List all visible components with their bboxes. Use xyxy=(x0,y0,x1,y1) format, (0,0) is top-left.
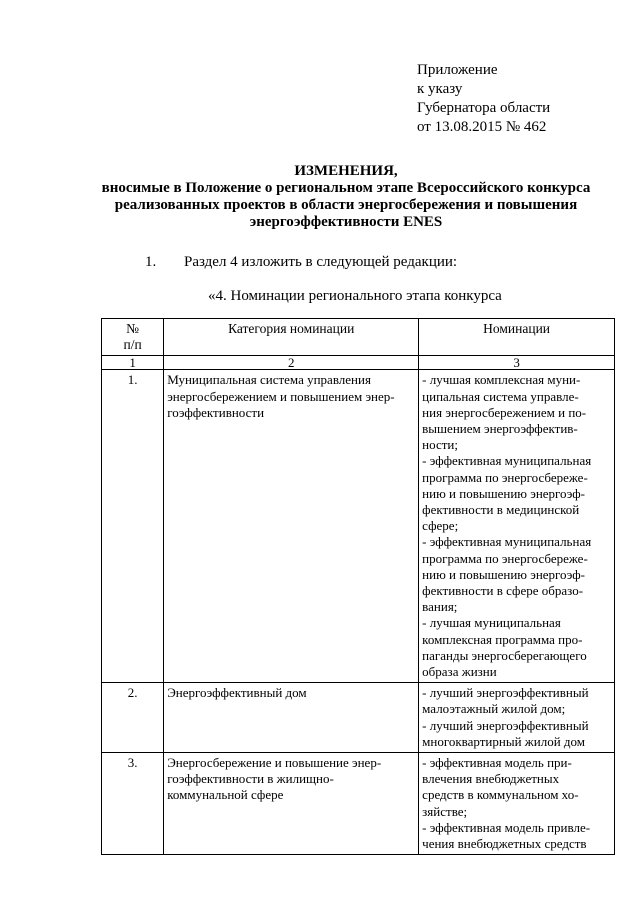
title-line: реализованных проектов в области энергосбережения и повышения xyxy=(114,197,578,213)
appendix-line: к указу xyxy=(417,81,463,97)
column-index: 2 xyxy=(164,356,419,370)
nomination-line: - лучшая комплексная муни- xyxy=(422,372,581,388)
header-category: Категория номинации xyxy=(164,319,419,356)
appendix-block xyxy=(417,61,550,137)
nomination-line: - эффективная муниципальная xyxy=(422,534,592,550)
section-heading: «4. Номинации регионального этапа конкурса xyxy=(208,288,502,304)
table-row xyxy=(102,370,615,683)
header-nominations: Номинации xyxy=(419,319,615,356)
nomination-line: паганды энергосберегающего xyxy=(422,647,587,663)
header-num-line: п/п xyxy=(123,337,142,353)
row-nominations xyxy=(419,370,615,683)
nomination-line: фективности в медицинской xyxy=(422,502,580,518)
row-category xyxy=(164,753,419,855)
nomination-line: - эффективная муниципальная xyxy=(422,453,592,469)
nomination-line: малоэтажный жилой дом; xyxy=(422,701,566,717)
appendix-line: Губернатора области xyxy=(417,100,551,116)
column-index: 1 xyxy=(102,356,164,370)
row-number: 1. xyxy=(102,370,164,683)
nomination-line: нию и повышению энергоэф- xyxy=(422,566,585,582)
item-text: Раздел 4 изложить в следующей редакции: xyxy=(184,254,458,270)
table-row xyxy=(102,753,615,855)
nominations-table xyxy=(101,318,615,855)
nomination-line: программа по энергосбереже- xyxy=(422,469,588,485)
header-num xyxy=(102,319,164,356)
document-title xyxy=(60,163,632,231)
nomination-line: - эффективная модель привле- xyxy=(422,819,591,835)
nomination-line: - лучшая муниципальная xyxy=(422,615,561,631)
title-line: вносимые в Положение о региональном этапе Всероссийского конкурса xyxy=(101,180,591,196)
row-nominations xyxy=(419,683,615,753)
nomination-line: комплексная программа про- xyxy=(422,631,583,647)
category-line: Энергосбережение и повышение энер- xyxy=(167,755,382,771)
header-num-line: № xyxy=(126,321,140,336)
row-category xyxy=(164,683,419,753)
nomination-line: сфере; xyxy=(422,518,459,534)
row-nominations xyxy=(419,753,615,855)
nomination-line: зяйстве; xyxy=(422,803,468,819)
category-line: Энергоэффективный дом xyxy=(167,685,307,701)
item-number: 1. xyxy=(145,254,157,270)
nomination-line: ности; xyxy=(422,437,458,453)
nomination-line: средств в коммунальном хо- xyxy=(422,787,579,803)
nomination-line: чения внебюджетных средств xyxy=(422,836,587,852)
row-category xyxy=(164,370,419,683)
category-line: гоэффективности xyxy=(167,404,265,420)
category-line: гоэффективности в жилищно- xyxy=(167,771,334,787)
nomination-line: вания; xyxy=(422,599,458,615)
nomination-line: программа по энергосбереже- xyxy=(422,550,588,566)
column-index: 3 xyxy=(419,356,615,370)
category-line: коммунальной сфере xyxy=(167,787,284,803)
nomination-line: влечения внебюджетных xyxy=(422,771,560,787)
nomination-line: - лучший энергоэффективный xyxy=(422,717,589,733)
category-line: энергосбережением и повышением энер- xyxy=(167,388,395,404)
row-number: 3. xyxy=(102,753,164,855)
appendix-line: от 13.08.2015 № 462 xyxy=(417,119,547,135)
table-row xyxy=(102,683,615,753)
column-index-row xyxy=(102,356,615,370)
appendix-line: Приложение xyxy=(417,62,498,78)
nomination-line: ния энергосбережением и по- xyxy=(422,404,587,420)
nomination-line: вышением энергоэффектив- xyxy=(422,421,578,437)
table-header-row xyxy=(102,319,615,356)
nomination-line: образа жизни xyxy=(422,664,497,680)
title-line: энергоэффективности ENES xyxy=(249,214,443,230)
category-line: Муниципальная система управления xyxy=(167,372,371,388)
nomination-line: многоквартирный жилой дом xyxy=(422,733,586,749)
nomination-line: - эффективная модель при- xyxy=(422,755,572,771)
nomination-line: - лучший энергоэффективный xyxy=(422,685,589,701)
row-number: 2. xyxy=(102,683,164,753)
nomination-line: ципальная система управле- xyxy=(422,388,579,404)
title-heading: ИЗМЕНЕНИЯ, xyxy=(294,163,398,179)
nomination-line: нию и повышению энергоэф- xyxy=(422,485,585,501)
nomination-line: фективности в сфере образо- xyxy=(422,583,584,599)
